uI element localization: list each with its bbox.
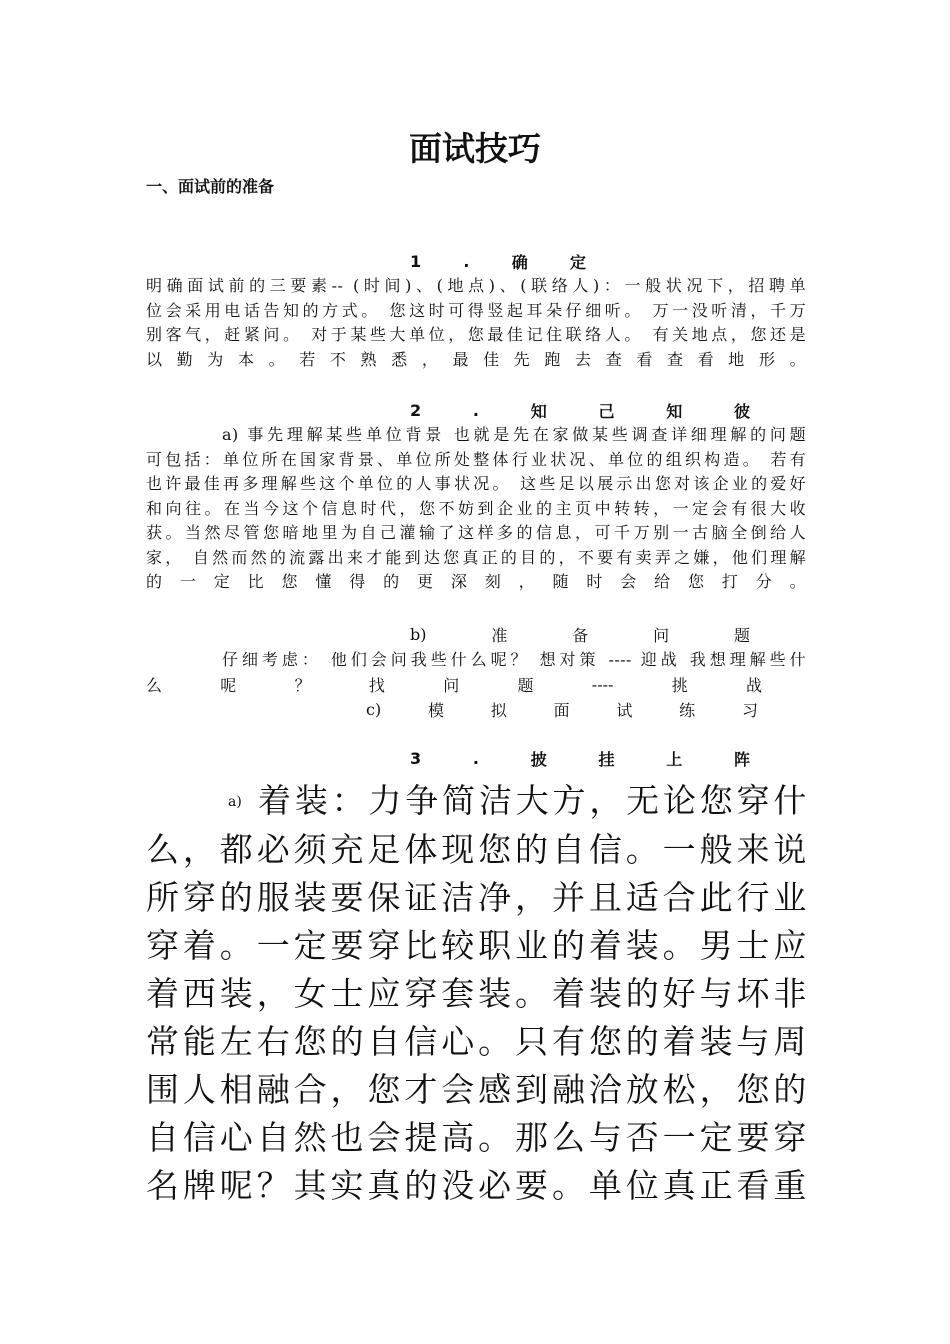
paragraph-2: [146, 423, 806, 595]
text-line: 家， 自然而然的流露出来才能到达您真正的目的，不要有卖弄之嫌，他们理解: [146, 547, 806, 567]
text-part: 着装：力争简洁大方，无论您穿什: [255, 781, 808, 820]
text-part: 么: [146, 675, 163, 695]
text-line: 名牌呢？其实真的没必要。单位真正看重: [146, 1166, 808, 1205]
heading-c-part: 试: [616, 700, 633, 720]
heading-1-part: 确: [511, 252, 528, 272]
text-line: 获。当然尽管您暗地里为自己灌输了这样多的信息，可千万别一古脑全倒给人: [146, 523, 806, 542]
paragraph-3: [146, 777, 808, 1210]
text-line: 可包括：单位所在国家背景、单位所处整体行业状况、单位的组织构造。 若有: [146, 449, 806, 469]
text-line: 和向往。在当今这个信息时代，您不妨到企业的主页中转转，一定会有很大收: [146, 498, 806, 518]
heading-c-part: 练: [679, 700, 696, 720]
item-marker: a): [228, 794, 242, 810]
heading-b-part: b): [410, 624, 427, 644]
text-line: 的 一 定 比 您 懂 得 的 更 深 刻 ， 随 时 会 给 您 打 分 。: [146, 572, 806, 591]
text-line: 常能左右您的自信心。只有您的着装与周: [146, 1022, 808, 1061]
text-line: 位会采用电话告知的方式。 您这时可得竖起耳朵仔细听。 万一没听清，千万: [146, 300, 806, 320]
heading-1: [410, 249, 586, 273]
text-part: 题: [517, 675, 534, 695]
heading-c-part: 模: [427, 700, 444, 720]
heading-c-part: 拟: [490, 700, 507, 720]
heading-2-part: 知: [666, 401, 683, 421]
heading-c-part: 习: [741, 700, 758, 720]
heading-b: [410, 622, 750, 646]
heading-3: [410, 746, 750, 770]
heading-2-part: 知: [530, 401, 547, 421]
text-line: 以 勤 为 本 。 若 不 熟 悉 ， 最 佳 先 跑 去 查 看 查 看 地 形 。: [146, 349, 806, 369]
heading-2: [410, 398, 750, 422]
text-part: 找: [368, 675, 385, 695]
paragraph-b-line2: [146, 672, 762, 696]
heading-3-part: 上: [666, 749, 683, 769]
heading-2-part: 己: [598, 401, 615, 421]
heading-2-part: 2: [410, 400, 422, 420]
paragraph-1: [146, 274, 806, 372]
text-line: 围人相融合，您才会感到融洽放松，您的: [146, 1070, 808, 1109]
text-part: 问: [443, 675, 460, 695]
text-line: 明确面试前的三要素-- (时间)、(地点)、(联络人)：一般状况下，招聘单: [146, 276, 806, 295]
heading-b-part: 准: [491, 625, 508, 645]
heading-b-part: 题: [733, 625, 750, 645]
text-line: 别客气，赶紧问。 对于某些大单位，您最佳记住联络人。 有关地点，您还是: [146, 325, 806, 344]
text-line: [146, 777, 808, 826]
section-heading: 一、面试前的准备: [146, 177, 275, 196]
heading-b-part: 备: [572, 625, 589, 645]
heading-2-part: .: [472, 400, 479, 420]
heading-3-part: .: [472, 748, 479, 768]
heading-1-part: .: [463, 251, 470, 271]
text-part: 战: [745, 675, 762, 695]
text-part: ----: [591, 674, 614, 694]
text-line: 着西装，女士应穿套装。着装的好与坏非: [146, 974, 808, 1013]
heading-b-part: 问: [653, 625, 670, 645]
heading-3-part: 挂: [598, 749, 615, 769]
heading-c-part: 面: [553, 700, 570, 720]
paragraph-b: [146, 648, 806, 673]
text-line: a) 事先理解某些单位背景 也就是先在家做某些调查详细理解的问题: [222, 425, 806, 444]
text-line: 自信心自然也会提高。那么与否一定要穿: [146, 1118, 808, 1157]
heading-3-part: 3: [410, 748, 422, 768]
heading-3-part: 披: [530, 749, 547, 769]
heading-c: [366, 697, 758, 721]
text-line: 所穿的服装要保证洁净，并且适合此行业: [146, 878, 808, 917]
text-line: 么，都必须充足体现您的自信。一般来说: [146, 830, 808, 869]
heading-3-part: 阵: [733, 749, 750, 769]
text-part: ？: [294, 675, 311, 695]
text-line: 穿着。一定要穿比较职业的着装。男士应: [146, 926, 808, 965]
heading-1-part: 1: [410, 251, 422, 271]
heading-2-part: 彼: [733, 401, 750, 421]
text-part: 呢: [220, 675, 237, 695]
text-part: 挑: [671, 675, 688, 695]
text-line: 仔细考虑： 他们会问我些什么呢？ 想对策 ---- 迎战 我想理解些什: [222, 650, 806, 669]
heading-c-part: c): [366, 699, 382, 719]
text-line: 也许最佳再多理解些这个单位的人事状况。 这些足以展示出您对该企业的爱好: [146, 474, 806, 493]
page-title: 面试技巧: [409, 129, 541, 168]
heading-1-part: 定: [569, 252, 586, 272]
